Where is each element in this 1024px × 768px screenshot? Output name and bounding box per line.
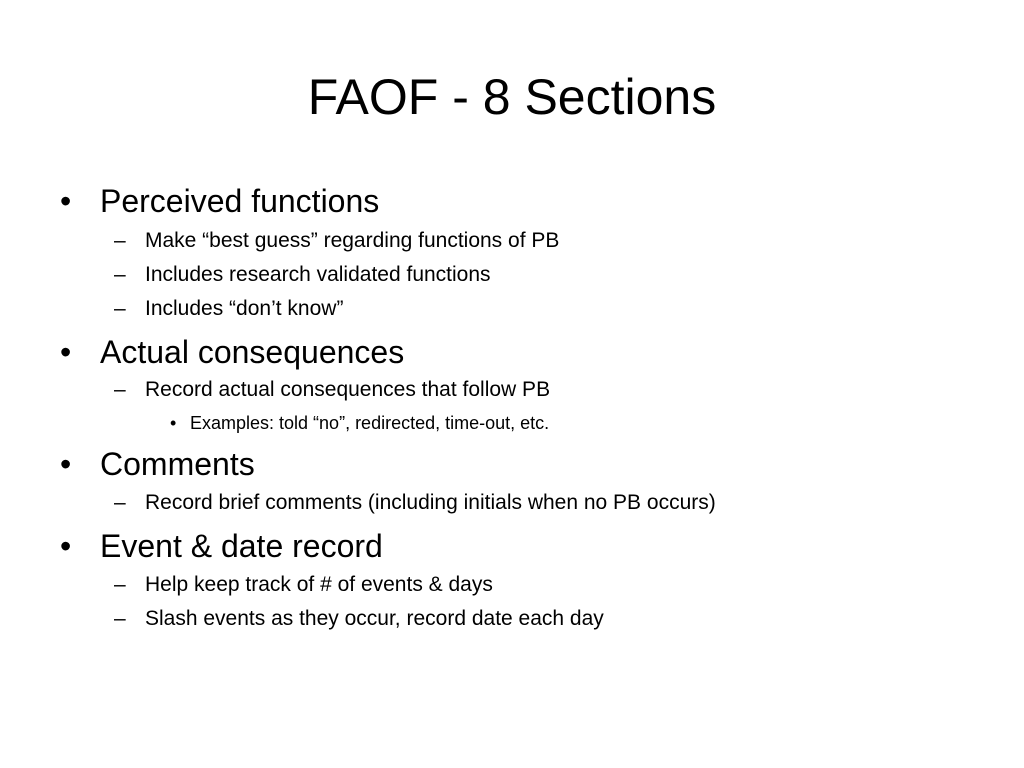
dash-marker: – [114, 229, 126, 252]
sub-item: Slash events as they occur, record date each day [145, 607, 604, 630]
dash-marker: – [114, 378, 126, 401]
bullet-marker: • [60, 446, 72, 482]
section-heading-event-date-record: Event & date record [100, 528, 383, 564]
slide-title: FAOF - 8 Sections [307, 69, 717, 125]
dash-marker: – [114, 573, 126, 596]
sub-item: Make “best guess” regarding functions of PB [145, 229, 560, 252]
sub-item: Record brief comments (including initials when no PB occurs) [145, 491, 716, 514]
dash-marker: – [114, 607, 126, 630]
bullet-marker-small: • [170, 413, 177, 433]
dash-marker: – [114, 491, 126, 514]
sub-item: Record actual consequences that follow PB [145, 378, 551, 401]
dash-marker: – [114, 297, 126, 320]
bullet-marker: • [60, 334, 72, 370]
sub-sub-item: Examples: told “no”, redirected, time-out, etc. [190, 413, 550, 433]
sub-item: Includes “don’t know” [145, 297, 344, 320]
bullet-marker: • [60, 528, 72, 564]
sub-item: Help keep track of # of events & days [145, 573, 493, 596]
dash-marker: – [114, 263, 126, 286]
bullet-marker: • [60, 183, 72, 219]
section-heading-comments: Comments [100, 446, 255, 482]
section-heading-perceived-functions: Perceived functions [100, 183, 380, 219]
sub-item: Includes research validated functions [145, 263, 491, 286]
section-heading-actual-consequences: Actual consequences [100, 334, 405, 370]
